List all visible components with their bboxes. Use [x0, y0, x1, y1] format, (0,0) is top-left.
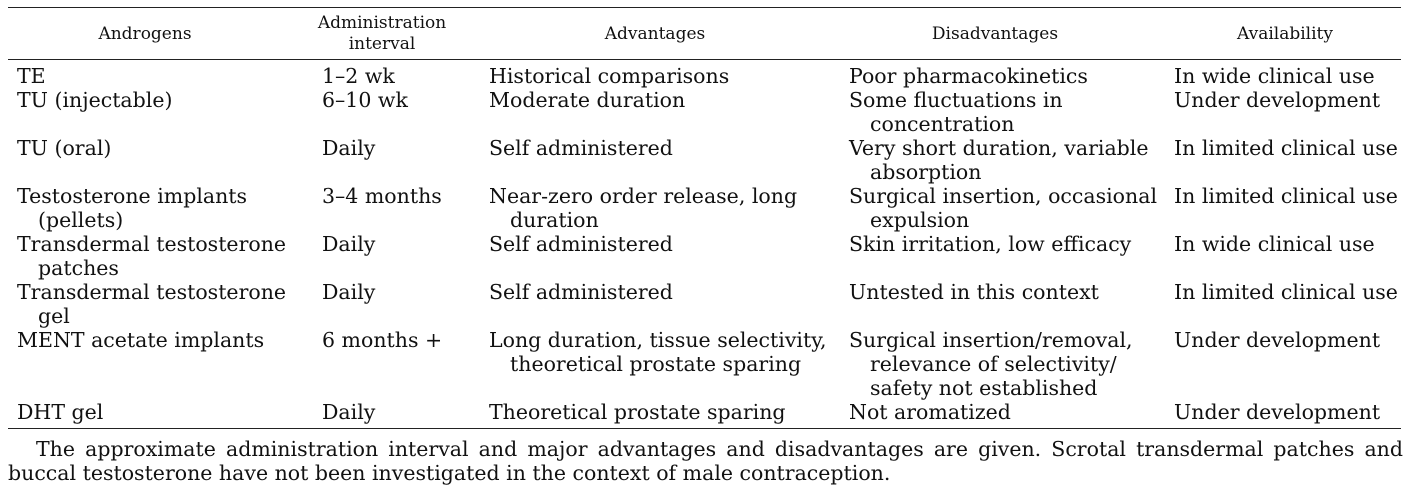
header-administration-interval: Administration interval — [317, 13, 447, 54]
cell-availability: Under development — [1174, 328, 1381, 352]
cell-availability: In limited clinical use — [1174, 184, 1398, 208]
cell-disadvantages: Skin irritation, low efficacy — [849, 232, 1132, 256]
cell-androgen: MENT acetate implants — [17, 328, 265, 352]
cell-androgen: TU (oral) — [17, 136, 112, 160]
cell-availability: In wide clinical use — [1174, 64, 1375, 88]
cell-advantages: Self administered — [489, 136, 673, 160]
cell-androgen: Testosterone implants (pellets) — [17, 184, 248, 232]
cell-androgen: TE — [17, 64, 46, 88]
header-disadvantages: Disadvantages — [931, 23, 1059, 44]
cell-advantages: Theoretical prostate sparing — [489, 400, 786, 424]
cell-disadvantages: Poor pharmacokinetics — [849, 64, 1088, 88]
cell-disadvantages: Surgical insertion/removal, relevance of selectivity/ safety not established — [849, 328, 1133, 400]
cell-availability: Under development — [1174, 400, 1381, 424]
cell-advantages: Moderate duration — [489, 88, 686, 112]
cell-availability: In limited clinical use — [1174, 280, 1398, 304]
cell-availability: Under development — [1174, 88, 1381, 112]
header-availability: Availability — [1237, 23, 1333, 44]
cell-advantages: Historical comparisons — [489, 64, 730, 88]
cell-advantages: Self administered — [489, 232, 673, 256]
cell-availability: In limited clinical use — [1174, 136, 1398, 160]
cell-disadvantages: Not aromatized — [849, 400, 1011, 424]
cell-androgen: Transdermal testosterone patches — [17, 232, 287, 280]
table-top-rule — [8, 7, 1401, 8]
cell-androgen: TU (injectable) — [17, 88, 173, 112]
cell-interval: 6–10 wk — [322, 88, 408, 112]
cell-interval: Daily — [322, 400, 376, 424]
cell-advantages: Self administered — [489, 280, 673, 304]
cell-androgen: DHT gel — [17, 400, 104, 424]
table-bottom-rule — [8, 428, 1401, 429]
cell-availability: In wide clinical use — [1174, 232, 1375, 256]
table-footnote: The approximate administration interval and major advantages and disadvantages are given. Scrotal transdermal patches and buccal testosterone have not been investigated in the context of male contraception. — [8, 437, 1403, 485]
cell-advantages: Long duration, tissue selectivity, theoretical prostate sparing — [489, 328, 827, 376]
table-header-rule — [8, 59, 1401, 60]
header-advantages: Advantages — [604, 23, 706, 44]
cell-interval: 6 months + — [322, 328, 443, 352]
header-androgens: Androgens — [98, 23, 192, 44]
cell-androgen: Transdermal testosterone gel — [17, 280, 287, 328]
cell-interval: Daily — [322, 232, 376, 256]
cell-interval: 1–2 wk — [322, 64, 395, 88]
cell-disadvantages: Untested in this context — [849, 280, 1099, 304]
cell-disadvantages: Very short duration, variable absorption — [849, 136, 1149, 184]
cell-disadvantages: Some fluctuations in concentration — [849, 88, 1063, 136]
cell-interval: 3–4 months — [322, 184, 442, 208]
cell-disadvantages: Surgical insertion, occasional expulsion — [849, 184, 1158, 232]
table-header — [0, 10, 1410, 58]
cell-interval: Daily — [322, 136, 376, 160]
cell-interval: Daily — [322, 280, 376, 304]
cell-advantages: Near-zero order release, long duration — [489, 184, 798, 232]
